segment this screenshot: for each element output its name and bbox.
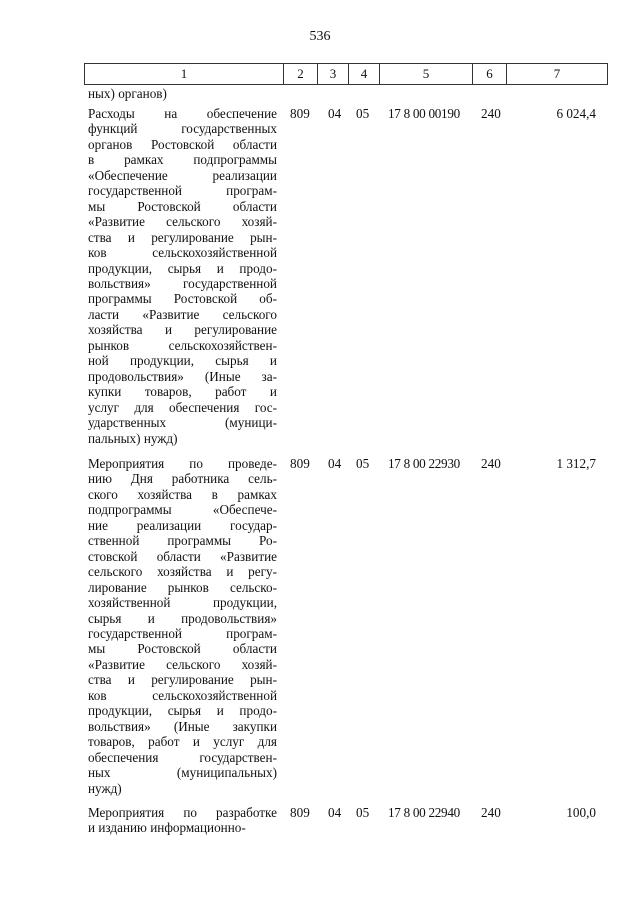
row-gr-code: 809 xyxy=(290,456,310,471)
column-header-7: 7 xyxy=(507,64,608,85)
row-section-code: 04 xyxy=(328,456,342,471)
column-header-3: 3 xyxy=(318,64,349,85)
row-subsection-code: 05 xyxy=(356,805,370,820)
row-expense-type-code: 240 xyxy=(481,805,501,820)
description-line: стовской области «Развитие xyxy=(88,548,277,564)
description-line: ственной программы Ро- xyxy=(88,533,277,549)
description-line: вольствия» государственной xyxy=(88,275,277,291)
row-subsection-code: 05 xyxy=(356,456,370,471)
description-line: «Обеспечение реализации xyxy=(88,167,277,183)
description-line: продовольствия» (Иные за- xyxy=(88,368,277,384)
description-line: ние реализации государ- xyxy=(88,517,277,533)
row-amount: 1 312,7 xyxy=(556,456,596,471)
row-section-code: 04 xyxy=(328,106,342,121)
description-line: ства и регулирование рын- xyxy=(88,229,277,245)
row-expense-type-code: 240 xyxy=(481,456,501,471)
description-line: сельского хозяйства и регу- xyxy=(88,564,277,580)
description-line: государственной програм- xyxy=(88,183,277,199)
description-line: органов Ростовской области xyxy=(88,136,277,152)
description-line: услуг для обеспечения гос- xyxy=(88,399,277,415)
description-line: подпрограммы «Обеспече- xyxy=(88,502,277,518)
description-line: хозяйственной продукции, xyxy=(88,595,277,611)
description-line: сырья и продовольствия» xyxy=(88,610,277,626)
description-line: нужд) xyxy=(88,780,122,796)
description-line: государственной програм- xyxy=(88,625,277,641)
row-description xyxy=(88,106,277,446)
page-number: 536 xyxy=(309,29,331,44)
description-line: рынков сельскохозяйствен- xyxy=(88,337,277,353)
description-line: ной продукции, сырья и xyxy=(88,353,277,369)
row-amount: 100,0 xyxy=(566,805,596,820)
description-line: ков сельскохозяйственной xyxy=(88,245,277,261)
column-header-4: 4 xyxy=(349,64,380,85)
description-line: товаров, работ и услуг для xyxy=(88,734,277,750)
row-target-article-code: 17 8 00 22930 xyxy=(388,456,460,471)
description-line: купки товаров, работ и xyxy=(88,384,277,400)
column-header-row xyxy=(85,64,608,85)
description-line: продукции, сырья и продо- xyxy=(88,703,277,719)
description-line: и изданию информационно- xyxy=(88,820,246,836)
row-section-code: 04 xyxy=(328,805,342,820)
column-header-2: 2 xyxy=(284,64,318,85)
column-header-5: 5 xyxy=(380,64,473,85)
row-subsection-code: 05 xyxy=(356,106,370,121)
description-line: лирование рынков сельско- xyxy=(88,579,277,595)
description-line: в рамках подпрограммы xyxy=(88,152,277,168)
description-line: мы Ростовской области xyxy=(88,198,277,214)
continuation-text: ных) органов) xyxy=(88,86,167,101)
description-line: пальных) нужд) xyxy=(88,430,178,446)
description-line: Расходы на обеспечение xyxy=(88,106,277,121)
description-line: ков сельскохозяйственной xyxy=(88,687,277,703)
description-line: ласти «Развитие сельского xyxy=(88,306,277,322)
description-line: «Развитие сельского хозяй- xyxy=(88,214,277,230)
description-line: ства и регулирование рын- xyxy=(88,672,277,688)
description-line: мы Ростовской области xyxy=(88,641,277,657)
description-line: ского хозяйства в рамках xyxy=(88,486,277,502)
description-line: нию Дня работника сель- xyxy=(88,471,277,487)
row-amount: 6 024,4 xyxy=(556,106,596,121)
column-header-table xyxy=(84,63,608,85)
row-description xyxy=(88,456,277,796)
column-header-1: 1 xyxy=(85,64,284,85)
row-expense-type-code: 240 xyxy=(481,106,501,121)
description-line: хозяйства и регулирование xyxy=(88,322,277,338)
description-line: ударственных (муници- xyxy=(88,415,277,431)
description-line: Мероприятия по разработке xyxy=(88,805,277,820)
row-gr-code: 809 xyxy=(290,805,310,820)
description-line: функций государственных xyxy=(88,121,277,137)
description-line: Мероприятия по проведе- xyxy=(88,456,277,471)
row-target-article-code: 17 8 00 22940 xyxy=(388,805,460,820)
description-line: обеспечения государствен- xyxy=(88,749,277,765)
column-header-6: 6 xyxy=(473,64,507,85)
description-line: ных (муниципальных) xyxy=(88,765,277,781)
description-line: продукции, сырья и продо- xyxy=(88,260,277,276)
description-line: вольствия» (Иные закупки xyxy=(88,718,277,734)
row-target-article-code: 17 8 00 00190 xyxy=(388,106,460,121)
row-gr-code: 809 xyxy=(290,106,310,121)
description-line: программы Ростовской об- xyxy=(88,291,277,307)
row-description xyxy=(88,805,277,836)
description-line: «Развитие сельского хозяй- xyxy=(88,656,277,672)
